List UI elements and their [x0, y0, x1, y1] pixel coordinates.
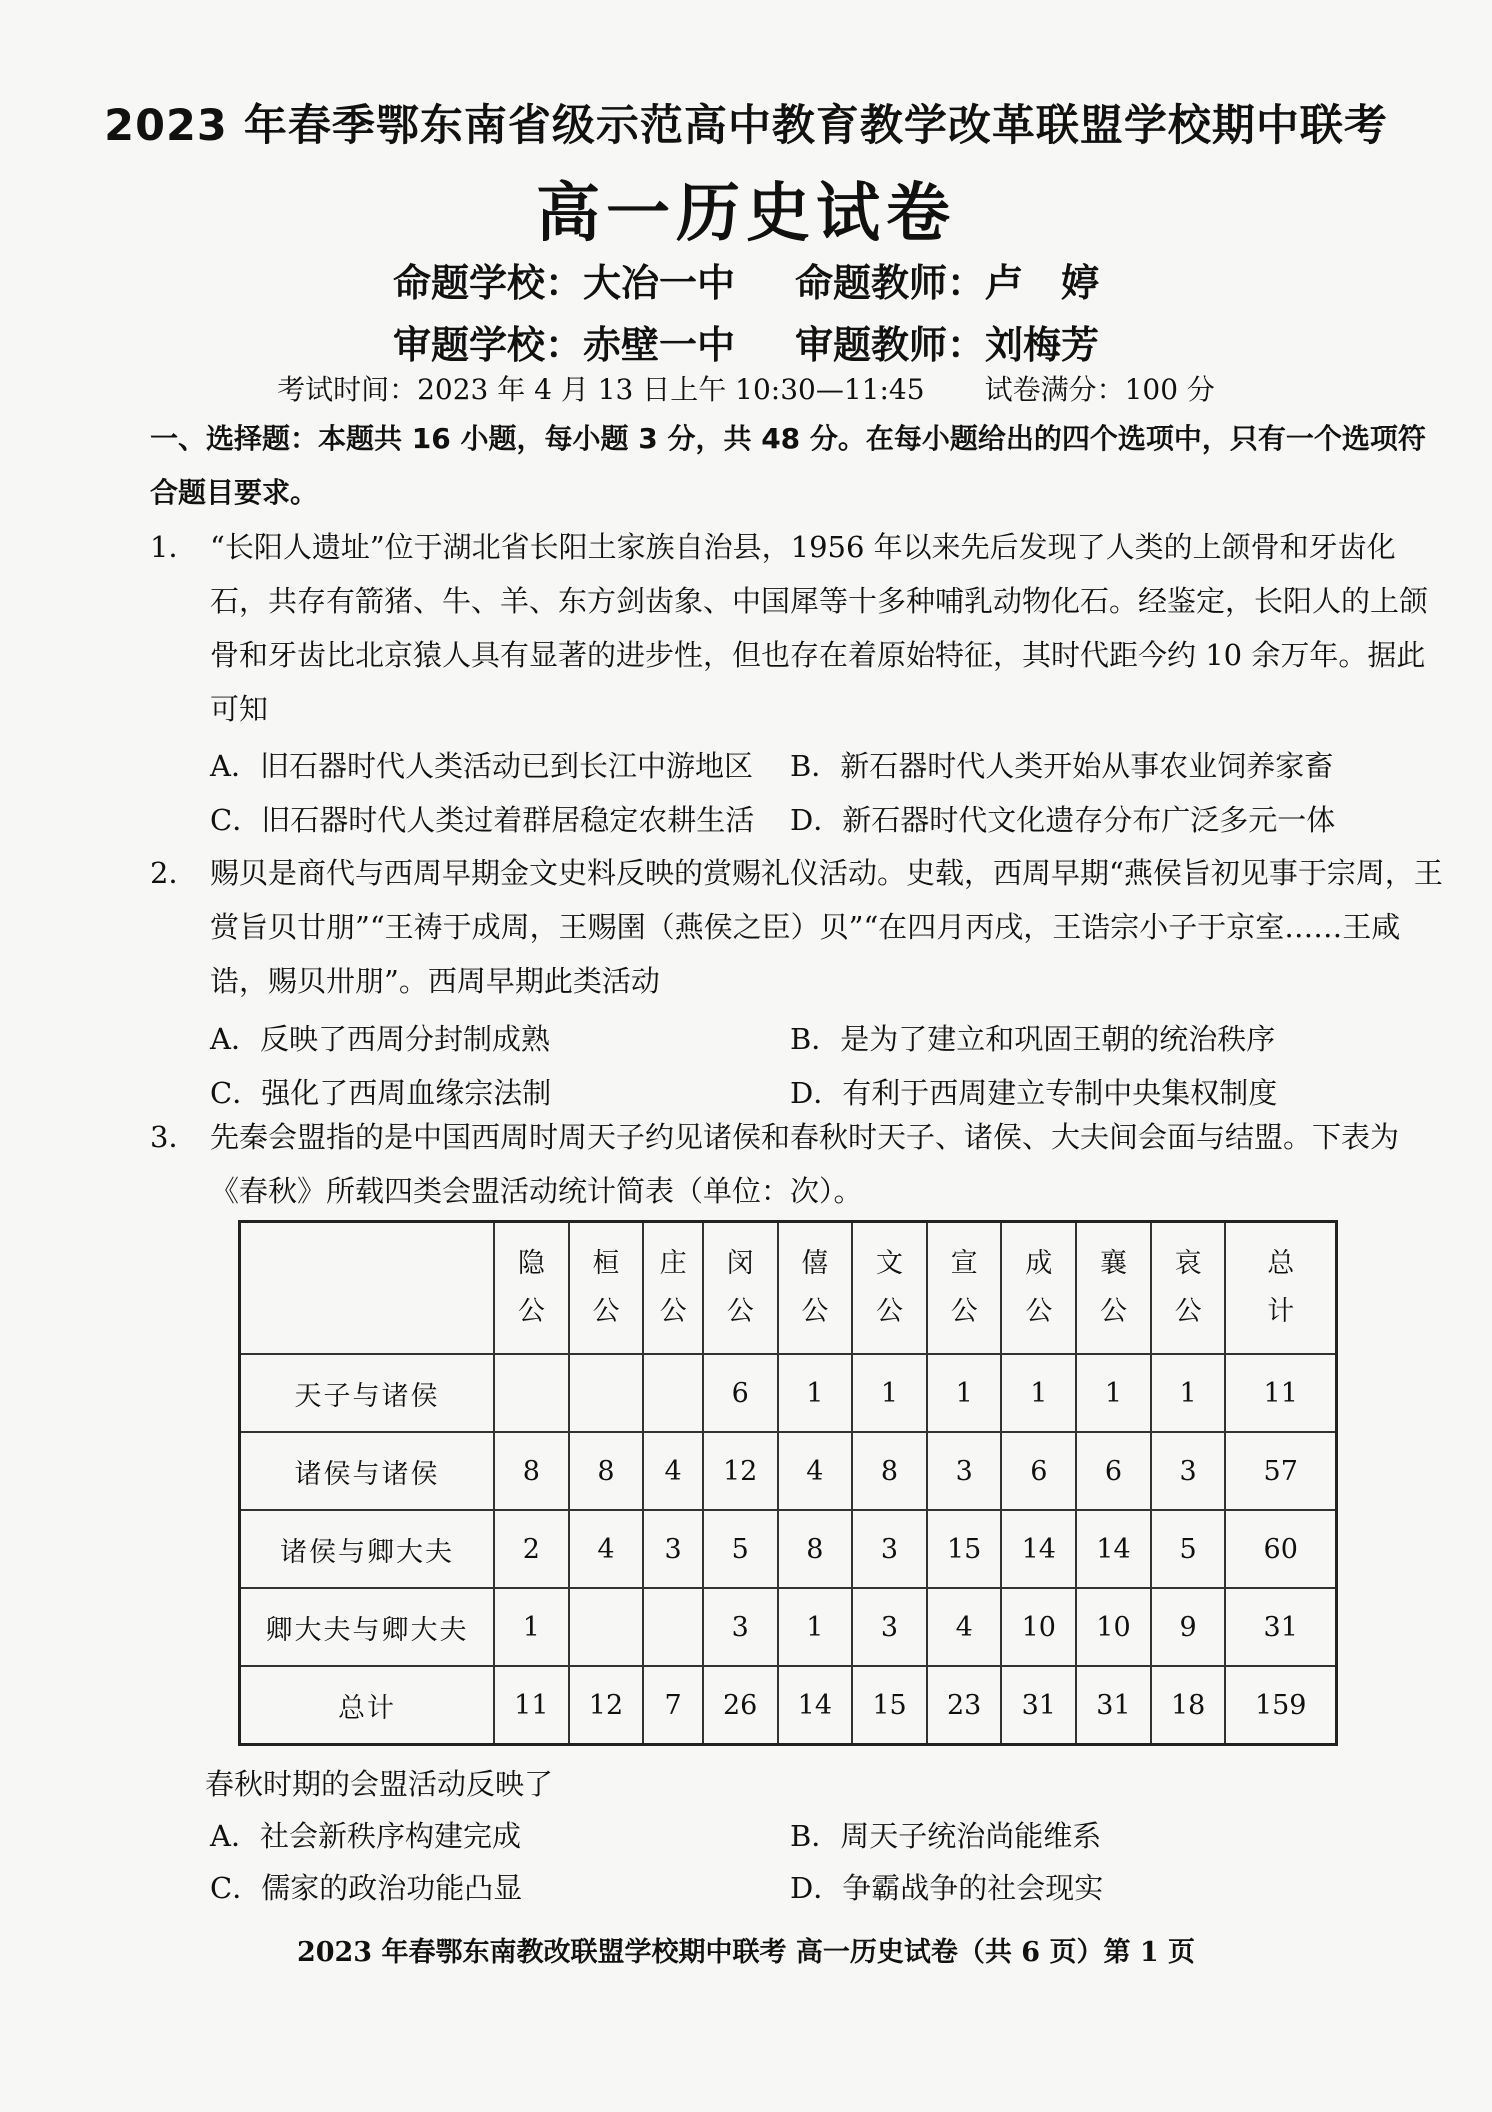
option-d: D．争霸战争的社会现实: [790, 1871, 1104, 1905]
table-cell: 1: [1076, 1354, 1151, 1432]
question-1: [150, 520, 1450, 736]
table-cell: 31: [1001, 1666, 1076, 1745]
table-cell: 5: [1151, 1510, 1226, 1588]
question-number: 1．: [150, 530, 198, 564]
section-heading: 一、选择题：本题共 16 小题，每小题 3 分，共 48 分。在每小题给出的四个选项中，只有一个选项符合题目要求。: [150, 422, 1426, 509]
table-cell: 1: [1151, 1354, 1226, 1432]
table-cell: 1: [927, 1354, 1002, 1432]
table-cell: 4: [643, 1432, 703, 1510]
table-cell: 6: [1076, 1432, 1151, 1510]
question-number: 2．: [150, 856, 198, 890]
table-cell: 3: [1151, 1432, 1226, 1510]
table-cell: 8: [569, 1432, 644, 1510]
review-teacher: 审题教师：刘梅芳: [795, 323, 1100, 367]
table-corner-cell: [240, 1222, 495, 1355]
table-cell: 11: [1225, 1354, 1336, 1432]
table-cell: 31: [1076, 1666, 1151, 1745]
table-cell: 18: [1151, 1666, 1226, 1745]
question-stem: 赐贝是商代与西周早期金文史料反映的赏赐礼仪活动。史载，西周早期“燕侯旨初见事于宗周，王赏旨贝廿朋”“王祷于成周，王赐圉（燕侯之臣）贝”“在四月丙戌，王诰宗小子于京室……王咸诰，赐贝卅朋”。西周早期此类活动: [210, 856, 1443, 998]
column-header: 隐 公: [494, 1222, 569, 1355]
table-cell: 14: [1001, 1510, 1076, 1588]
question-2: [150, 846, 1450, 1008]
author-teacher: 命题教师：卢 婷: [795, 261, 1100, 305]
table-cell: 1: [778, 1588, 853, 1666]
table-cell: 3: [703, 1588, 778, 1666]
table-cell: 3: [643, 1510, 703, 1588]
table-cell: [494, 1354, 569, 1432]
table-row: [240, 1354, 1337, 1432]
exam-info-line: [0, 368, 1492, 408]
table-row: [240, 1588, 1337, 1666]
question-number: 3．: [150, 1120, 198, 1154]
option-b: B．是为了建立和巩固王朝的统治秩序: [790, 1022, 1276, 1056]
table-cell: 14: [778, 1666, 853, 1745]
table-cell: 15: [852, 1666, 927, 1745]
table-cell: 11: [494, 1666, 569, 1745]
option-b: B．新石器时代人类开始从事农业饲养家畜: [790, 749, 1334, 783]
table-cell: 1: [1001, 1354, 1076, 1432]
table-cell: 1: [494, 1588, 569, 1666]
table-cell: 14: [1076, 1510, 1151, 1588]
table-cell: 12: [703, 1432, 778, 1510]
table-cell: 3: [927, 1432, 1002, 1510]
question-3: [150, 1110, 1450, 1218]
column-header: 庄 公: [643, 1222, 703, 1355]
table-cell: 26: [703, 1666, 778, 1745]
table-cell: 23: [927, 1666, 1002, 1745]
row-label: 总计: [240, 1666, 495, 1745]
table-cell: 6: [1001, 1432, 1076, 1510]
table-cell: [643, 1354, 703, 1432]
option-c: C．儒家的政治功能凸显: [210, 1871, 523, 1905]
alliance-statistics-table: [238, 1220, 1338, 1746]
table-cell: 60: [1225, 1510, 1336, 1588]
row-label: 天子与诸侯: [240, 1354, 495, 1432]
table-cell: [643, 1588, 703, 1666]
table-cell: 2: [494, 1510, 569, 1588]
review-line: [0, 314, 1492, 369]
author-line: [0, 252, 1492, 307]
table-cell: 4: [569, 1510, 644, 1588]
table-cell: 8: [778, 1510, 853, 1588]
subject-title: 高一历史试卷: [536, 177, 956, 251]
table-cell: 159: [1225, 1666, 1336, 1745]
table-cell: 12: [569, 1666, 644, 1745]
option-b: B．周天子统治尚能维系: [790, 1819, 1102, 1853]
table-cell: 9: [1151, 1588, 1226, 1666]
exam-title: 2023 年春季鄂东南省级示范高中教育教学改革联盟学校期中联考: [104, 101, 1388, 151]
table-cell: 3: [852, 1510, 927, 1588]
option-a: A．反映了西周分封制成熟: [210, 1022, 550, 1056]
option-c: C．旧石器时代人类过着群居稳定农耕生活: [210, 803, 755, 837]
row-label: 卿大夫与卿大夫: [240, 1588, 495, 1666]
question-stem: “长阳人遗址”位于湖北省长阳土家族自治县，1956 年以来先后发现了人类的上颌骨和牙齿化石，共存有箭猪、牛、羊、东方剑齿象、中国犀等十多种哺乳动物化石。经鉴定，长阳人的上颌骨和牙齿比北京猿人具有显著的进步性，但也存在着原始特征，其时代距今约 10 余万年。据此可知: [210, 530, 1429, 726]
table-cell: 4: [778, 1432, 853, 1510]
table-cell: 1: [852, 1354, 927, 1432]
review-school: 审题学校：赤壁一中: [392, 323, 735, 367]
option-a: A．社会新秩序构建完成: [210, 1819, 521, 1853]
table-cell: [569, 1588, 644, 1666]
table-cell: 6: [703, 1354, 778, 1432]
column-header: 总 计: [1225, 1222, 1336, 1355]
table-cell: [569, 1354, 644, 1432]
table-cell: 8: [852, 1432, 927, 1510]
table-cell: 10: [1001, 1588, 1076, 1666]
column-header: 宣 公: [927, 1222, 1002, 1355]
exam-time: 考试时间：2023 年 4 月 13 日上午 10:30—11:45: [277, 373, 925, 406]
column-header: 桓 公: [569, 1222, 644, 1355]
table-row: [240, 1510, 1337, 1588]
column-header: 僖 公: [778, 1222, 853, 1355]
column-header: 闵 公: [703, 1222, 778, 1355]
table-cell: 15: [927, 1510, 1002, 1588]
question-prompt: 春秋时期的会盟活动反映了: [205, 1767, 554, 1801]
table-row: [240, 1432, 1337, 1510]
option-a: A．旧石器时代人类活动已到长江中游地区: [210, 749, 753, 783]
option-d: D．有利于西周建立专制中央集权制度: [790, 1076, 1278, 1110]
full-score: 试卷满分：100 分: [984, 373, 1215, 406]
table-cell: 8: [494, 1432, 569, 1510]
row-label: 诸侯与诸侯: [240, 1432, 495, 1510]
row-label: 诸侯与卿大夫: [240, 1510, 495, 1588]
column-header: 襄 公: [1076, 1222, 1151, 1355]
column-header: 文 公: [852, 1222, 927, 1355]
table-cell: 4: [927, 1588, 1002, 1666]
option-c: C．强化了西周血缘宗法制: [210, 1076, 552, 1110]
table-cell: 7: [643, 1666, 703, 1745]
table-cell: 5: [703, 1510, 778, 1588]
question-stem: 先秦会盟指的是中国西周时周天子约见诸侯和春秋时天子、诸侯、大夫间会面与结盟。下表为《春秋》所载四类会盟活动统计简表（单位：次）。: [210, 1120, 1400, 1208]
table-header-row: [240, 1222, 1337, 1355]
page-footer: 2023 年春鄂东南教改联盟学校期中联考 高一历史试卷（共 6 页）第 1 页: [296, 1937, 1196, 1968]
column-header: 哀 公: [1151, 1222, 1226, 1355]
table-cell: 3: [852, 1588, 927, 1666]
column-header: 成 公: [1001, 1222, 1076, 1355]
table-cell: 1: [778, 1354, 853, 1432]
table-cell: 31: [1225, 1588, 1336, 1666]
table-cell: 57: [1225, 1432, 1336, 1510]
option-d: D．新石器时代文化遗存分布广泛多元一体: [790, 803, 1336, 837]
author-school: 命题学校：大冶一中: [392, 261, 735, 305]
table-row-total: [240, 1666, 1337, 1745]
table-cell: 10: [1076, 1588, 1151, 1666]
